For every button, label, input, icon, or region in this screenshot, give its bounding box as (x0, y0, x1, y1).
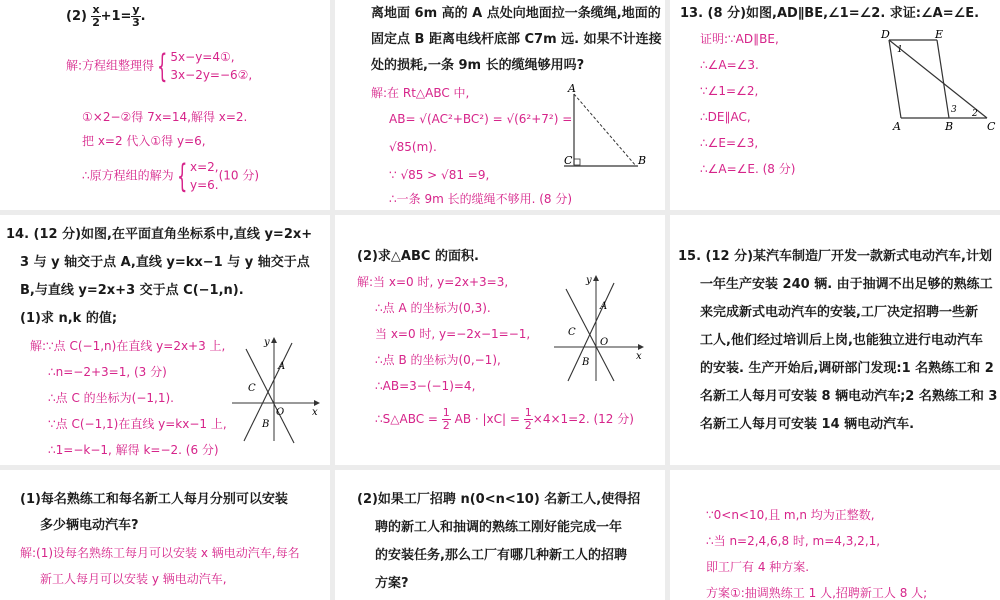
question-15-line-5: 的安装. 生产开始后,调研部门发现:1 名熟练工和 2 (700, 361, 994, 376)
panel-cable-problem (335, 0, 665, 210)
question-14-line-1: 14. (12 分)如图,在平面直角坐标系中,直线 y=2x+ (6, 227, 313, 242)
triangle-figure (560, 78, 660, 178)
parallel-figure (875, 26, 1000, 136)
label-x: x (636, 351, 642, 362)
label-3: 3 (951, 105, 957, 115)
panel-triangle-area (335, 215, 665, 465)
solution-step-1: ①×2−②得 7x=14,解得 x=2. (82, 110, 248, 124)
answer-line-1: 解:当 x=0 时, y=2x+3=3, (357, 275, 509, 289)
question-part-2-line-4: 方案? (375, 576, 409, 591)
label-E: E (935, 28, 944, 41)
question-part-2: (2) $\frac{x}{2}$ +1= $\frac{y}{3}$ . (66, 3, 146, 29)
question-15-line-2: 一年生产安装 240 辆. 由于抽调不出足够的熟练工 (700, 277, 993, 292)
question-15-line-3: 来完成新式电动汽车的安装,工厂决定招聘一些新 (700, 305, 978, 320)
label-C: C (564, 154, 573, 167)
answer-line-2: 新工人每月可以安装 y 辆电动汽车, (40, 572, 227, 586)
answer-line-2: ∴当 n=2,4,6,8 时, m=4,3,2,1, (706, 534, 881, 548)
answer-line-2: ∴点 A 的坐标为(0,3). (375, 301, 491, 315)
answer-line-2: AB= √(AC²+BC²) = √(6²+7²) = (389, 112, 573, 126)
segment-DC (889, 40, 987, 118)
answer-area-formula: ∴S△ABC = $\frac{1}{2}$ AB · |xC| = $\frac{1}{2}$ ×4×1=2. (12 分) (375, 406, 634, 432)
answer-line-5: ∴AB=3−(−1)=4, (375, 379, 476, 393)
y-axis-arrow (593, 275, 599, 281)
panel-part-1 (0, 470, 330, 600)
question-line-1: 离地面 6m 高的 A 点处向地面拉一条缆绳,地面的 (371, 6, 661, 21)
question-14-part-1: (1)求 n,k 的值; (20, 311, 118, 326)
label-A: A (600, 301, 608, 312)
label-O: O (276, 407, 285, 418)
question-line-2: 固定点 B 距离电线杆底部 C7m 远. 如果不计连接 (371, 32, 662, 47)
answer-line-5: ∴1=−k−1, 解得 k=−2. (6 分) (48, 443, 219, 457)
proof-line-4: ∴DE∥AC, (700, 110, 751, 124)
label-A: A (278, 361, 286, 372)
x-axis-arrow (314, 400, 320, 406)
label-A: A (893, 120, 901, 133)
cable-line (574, 94, 636, 166)
question-14-line-2: 3 与 y 轴交于点 A,直线 y=kx−1 与 y 轴交于点 (20, 255, 310, 270)
label-C: C (987, 120, 996, 133)
question-line-3: 处的损耗,一条 9m 长的缆绳够用吗? (371, 58, 585, 73)
question-part-2-line-3: 的安装任务,那么工厂有哪几种新工人的招聘 (375, 548, 627, 563)
proof-line-1: 证明:∵AD∥BE, (700, 32, 779, 46)
proof-line-5: ∴∠E=∠3, (700, 136, 759, 150)
label-O: O (600, 337, 609, 348)
label-D: D (881, 28, 890, 41)
line-y-kx-minus-1 (246, 349, 294, 443)
panel-question-15 (670, 215, 1000, 465)
answer-line-4: 方案①:抽调熟练工 1 人,招聘新工人 8 人; (706, 586, 928, 600)
coordinate-figure (230, 335, 325, 445)
label-y: y (586, 275, 592, 286)
panel-part-2 (335, 470, 665, 600)
label-A: A (568, 82, 576, 95)
label-C: C (248, 383, 256, 394)
label-B: B (945, 120, 954, 133)
label-C: C (568, 327, 576, 338)
proof-line-3: ∵∠1=∠2, (700, 84, 759, 98)
question-part-1-line-1: (1)每名熟练工和每名新工人每月分别可以安装 (20, 492, 288, 507)
answer-line-3: √85(m). (389, 140, 437, 154)
right-angle-mark (574, 159, 580, 165)
panel-equation-system (0, 0, 330, 210)
answer-line-3: 即工厂有 4 种方案. (706, 560, 810, 574)
label-1: 1 (897, 45, 903, 55)
answer-line-1: 解:在 Rt△ABC 中, (371, 86, 470, 100)
question-part-2: (2)求△ABC 的面积. (357, 249, 479, 264)
answer-line-4: ∵点 C(−1,1)在直线 y=kx−1 上, (48, 417, 227, 431)
label-B: B (582, 357, 590, 368)
answer-line-3: ∴点 C 的坐标为(−1,1). (48, 391, 174, 405)
coordinate-figure (550, 273, 650, 383)
answer-line-4: ∴点 B 的坐标为(0,−1), (375, 353, 501, 367)
x-axis-arrow (638, 344, 644, 350)
label-B: B (262, 419, 270, 430)
answer-line-2: ∴n=−2+3=1, (3 分) (48, 365, 167, 379)
question-13: 13. (8 分)如图,AD∥BE,∠1=∠2. 求证:∠A=∠E. (680, 6, 980, 21)
label-B: B (638, 154, 647, 167)
panel-coordinate-lines (0, 215, 330, 465)
question-part-1-line-2: 多少辆电动汽车? (40, 518, 139, 533)
answer-line-4: ∵ √85 > √81 =9, (389, 168, 490, 182)
solution-step-2: 把 x=2 代入①得 y=6, (82, 134, 206, 148)
answer-line-1: 解:∵点 C(−1,n)在直线 y=2x+3 上, (30, 339, 226, 353)
label-x: x (312, 407, 318, 418)
question-part-2-line-1: (2)如果工厂招聘 n(0<n<10) 名新工人,使得招 (357, 492, 641, 507)
solution-result: ∴原方程组的解为{ x=2, y=6. (10 分) (82, 157, 260, 195)
answer-line-1: ∵0<n<10,且 m,n 均为正整数, (706, 508, 875, 522)
proof-line-2: ∴∠A=∠3. (700, 58, 759, 72)
panel-plans (670, 470, 1000, 600)
label-2: 2 (972, 109, 978, 119)
question-15-line-1: 15. (12 分)某汽车制造厂开发一款新式电动汽车,计划 (678, 249, 992, 264)
y-axis-arrow (271, 337, 277, 343)
question-15-line-7: 名新工人每月可安装 14 辆电动汽车. (700, 417, 915, 432)
question-part-2-line-2: 聘的新工人和抽调的熟练工刚好能完成一年 (375, 520, 623, 535)
question-14-line-3: B,与直线 y=2x+3 交于点 C(−1,n). (20, 283, 244, 298)
question-15-line-4: 工人,他们经过培训后上岗,也能独立进行电动汽车 (700, 333, 983, 348)
proof-line-6: ∴∠A=∠E. (8 分) (700, 162, 796, 176)
answer-line-3: 当 x=0 时, y=−2x−1=−1, (375, 327, 531, 341)
label-y: y (264, 337, 270, 348)
solution-system: 解:方程组整理得{ 5x−y=4①, 3x−2y=−6②, (66, 47, 253, 85)
panel-parallel-proof (670, 0, 1000, 210)
question-15-line-6: 名新工人每月可安装 8 辆电动汽车;2 名熟练工和 3 (700, 389, 998, 404)
answer-line-1: 解:(1)设每名熟练工每月可以安装 x 辆电动汽车,每名 (20, 546, 300, 560)
answer-line-5: ∴一条 9m 长的缆绳不够用. (8 分) (389, 192, 573, 206)
